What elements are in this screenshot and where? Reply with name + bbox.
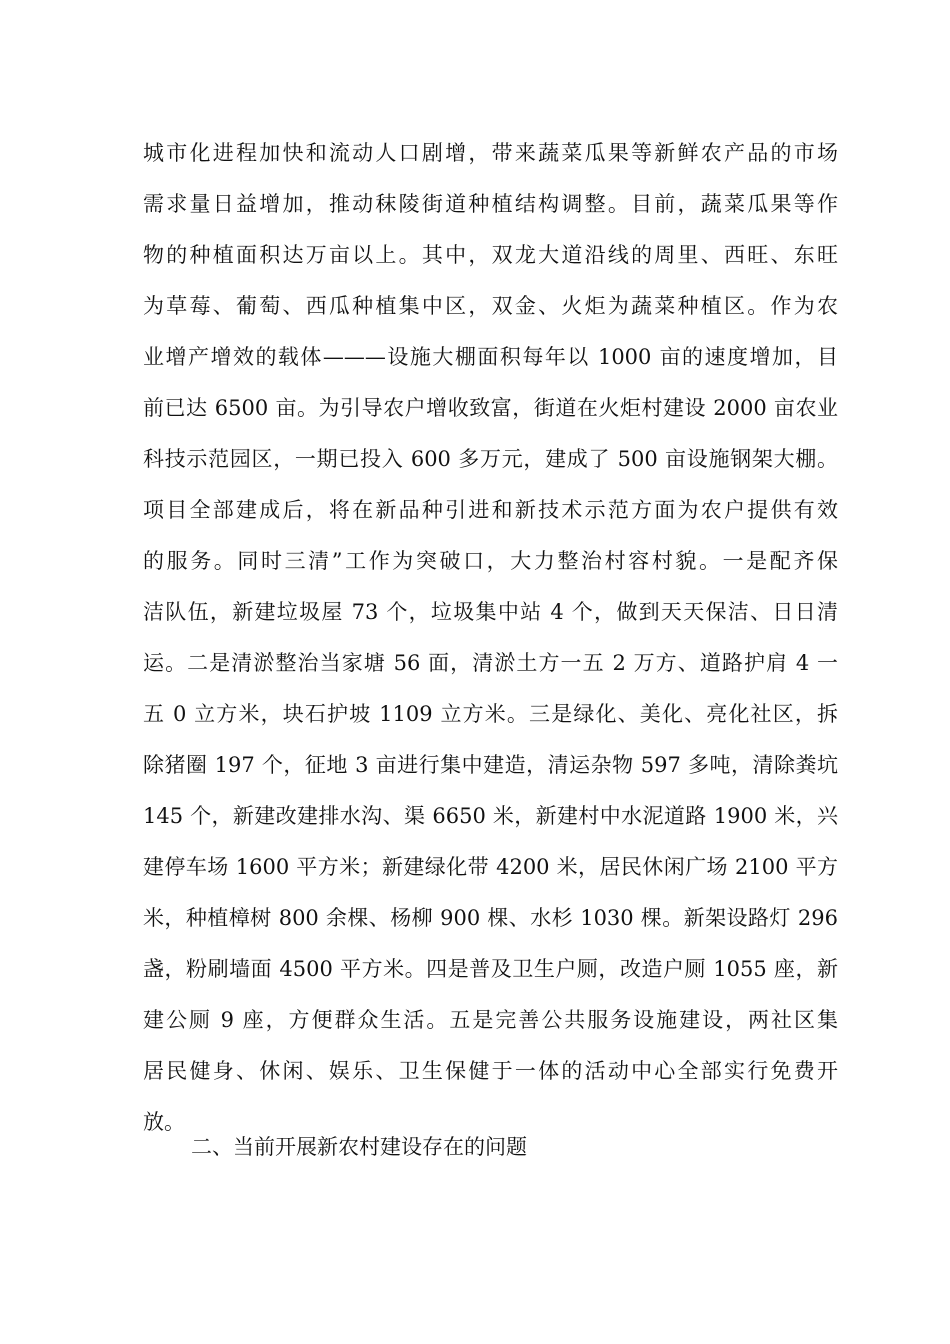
text-line: 科技示范园区，一期已投入 600 多万元，建成了 500 亩设施钢架大棚。 <box>143 447 838 471</box>
text-line: 城市化进程加快和流动人口剧增，带来蔬菜瓜果等新鲜农产品的市场 <box>143 141 838 165</box>
text-line: 的服务。同时三清”工作为突破口，大力整治村容村貌。一是配齐保 <box>143 549 838 573</box>
text-line: 建停车场 1600 平方米；新建绿化带 4200 米，居民休闲广场 2100 平方 <box>143 855 838 879</box>
text-line: 需求量日益增加，推动秣陵街道种植结构调整。目前，蔬菜瓜果等作 <box>143 192 838 216</box>
text-line: 居民健身、休闲、娱乐、卫生保健于一体的活动中心全部实行免费开 <box>143 1059 838 1083</box>
body-paragraph <box>143 128 838 1148</box>
text-line: 项目全部建成后，将在新品种引进和新技术示范方面为农户提供有效 <box>143 498 838 522</box>
text-line: 五 0 立方米，块石护坡 1109 立方米。三是绿化、美化、亮化社区，拆 <box>143 702 838 726</box>
text-line: 业增产增效的载体———设施大棚面积每年以 1000 亩的速度增加，目 <box>143 345 838 369</box>
text-line: 运。二是清淤整治当家塘 56 面，清淤土方一五 2 万方、道路护肩 4 一 <box>143 651 838 675</box>
text-line: 前已达 6500 亩。为引导农户增收致富，街道在火炬村建设 2000 亩农业 <box>143 396 838 420</box>
text-line: 洁队伍，新建垃圾屋 73 个，垃圾集中站 4 个，做到天天保洁、日日清 <box>143 600 838 624</box>
section-heading: 二、当前开展新农村建设存在的问题 <box>191 1135 527 1159</box>
text-line: 物的种植面积达万亩以上。其中，双龙大道沿线的周里、西旺、东旺 <box>143 243 838 267</box>
text-line: 建公厕 9 座，方便群众生活。五是完善公共服务设施建设，两社区集 <box>143 1008 838 1032</box>
text-line: 为草莓、葡萄、西瓜种植集中区，双金、火炬为蔬菜种植区。作为农 <box>143 294 838 318</box>
text-line: 盏，粉刷墙面 4500 平方米。四是普及卫生户厕，改造户厕 1055 座，新 <box>143 957 838 981</box>
text-line: 除猪圈 197 个，征地 3 亩进行集中建造，清运杂物 597 多吨，清除粪坑 <box>143 753 838 777</box>
text-line: 米，种植樟树 800 余棵、杨柳 900 棵、水杉 1030 棵。新架设路灯 296 <box>143 906 838 930</box>
text-line: 放。 <box>143 1110 185 1134</box>
text-line: 145 个，新建改建排水沟、渠 6650 米，新建村中水泥道路 1900 米，兴 <box>143 804 838 828</box>
